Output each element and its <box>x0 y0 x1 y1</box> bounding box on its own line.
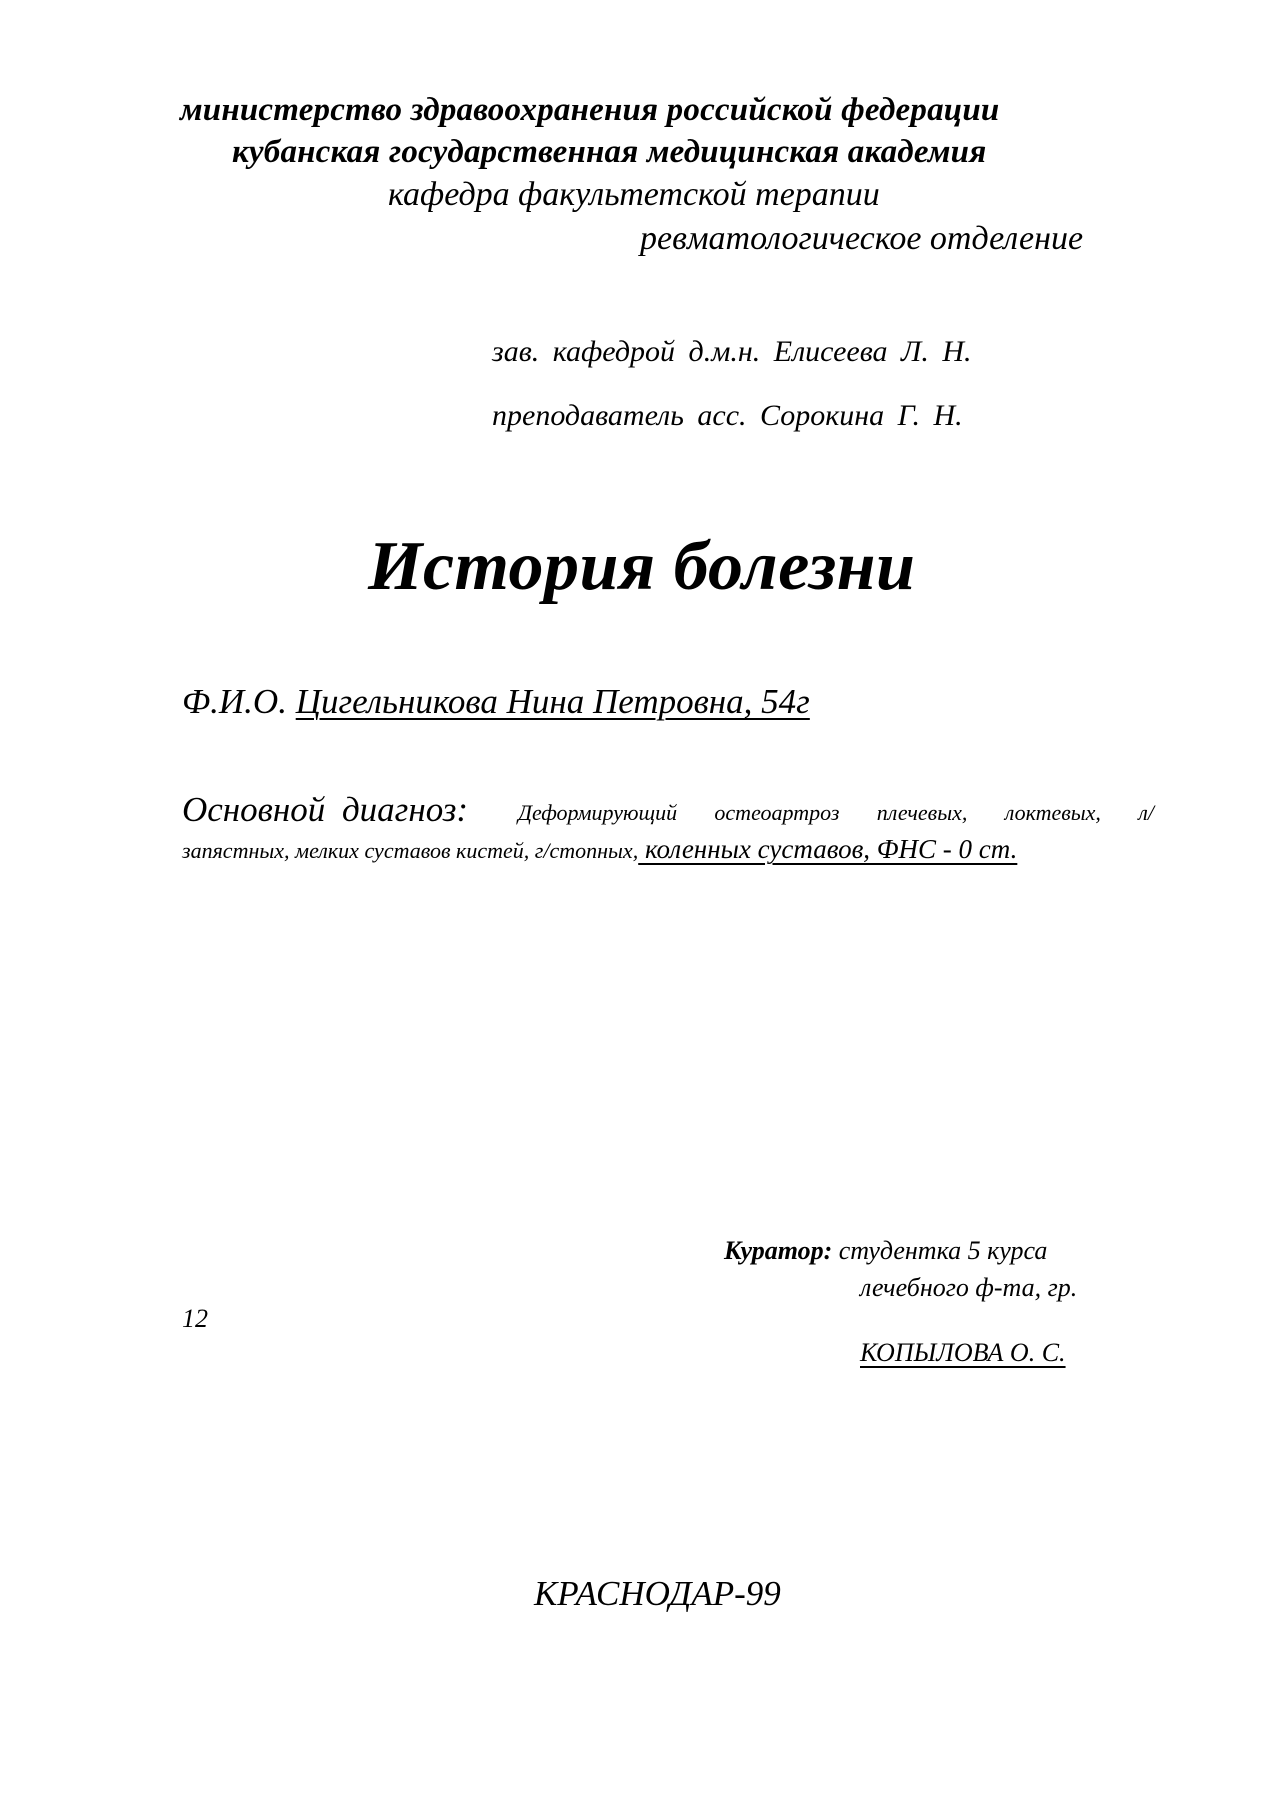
ministry-heading: министерство здравоохранения российской федерации <box>180 92 1000 128</box>
diagnosis-word: л/ <box>1138 800 1154 825</box>
academy-heading: кубанская государственная медицинская академия <box>232 134 987 170</box>
patient-label: Ф.И.О. <box>182 682 287 721</box>
curator-line-1 <box>724 1238 1047 1264</box>
diagnosis-word: локтевых, <box>1004 800 1101 825</box>
diagnosis-line-1 <box>518 802 1154 824</box>
curator-course: студентка 5 курса <box>838 1236 1048 1265</box>
diagnosis-line-2 <box>182 836 1017 863</box>
section-heading: ревматологическое отделение <box>640 220 1084 257</box>
diagnosis-knee-fns: коленных суставов, ФНС - 0 ст. <box>638 834 1018 864</box>
diagnosis-word: плечевых, <box>876 800 968 825</box>
curator-name: КОПЫЛОВА О. С. <box>860 1338 1066 1367</box>
diagnosis-word: остеоартроз <box>714 800 840 825</box>
patient-name: Цигельникова Нина Петровна, 54г <box>295 682 810 721</box>
document-title: История болезни <box>368 528 916 605</box>
diagnosis-word: Деформирующий <box>518 800 678 825</box>
department-head-line: зав. кафедрой д.м.н. Елисеева Л. Н. <box>492 335 972 368</box>
patient-line <box>182 684 810 719</box>
curator-faculty: лечебного ф-та, гр. <box>860 1273 1078 1302</box>
curator-label: Куратор: <box>724 1236 833 1265</box>
department-heading: кафедра факультетской терапии <box>388 176 880 213</box>
city-year: КРАСНОДАР-99 <box>534 1574 781 1613</box>
diagnosis-label: Основной диагноз: <box>182 790 469 829</box>
curator-group: 12 <box>182 1304 208 1333</box>
teacher-line: преподаватель асс. Сорокина Г. Н. <box>492 399 963 432</box>
diagnosis-joints-text: запястных, мелких суставов кистей, г/стопных, <box>182 838 639 863</box>
